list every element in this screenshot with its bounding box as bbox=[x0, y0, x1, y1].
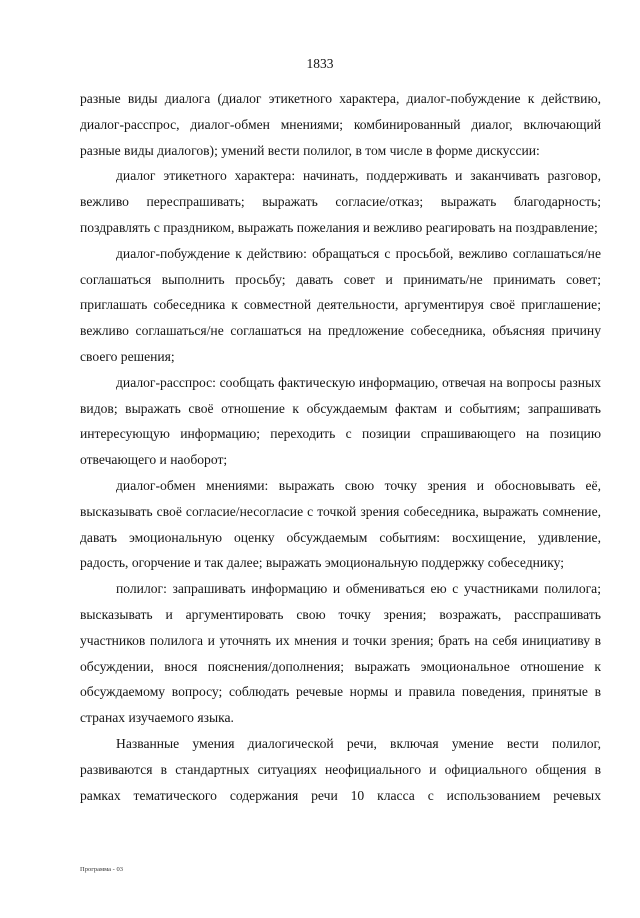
term-etiquette-dialog: диалог этикетного характера: bbox=[116, 168, 296, 184]
paragraph-inquiry-dialog bbox=[80, 370, 601, 473]
paragraph-text: запрашивать информацию и обмениваться ею с участниками полилога; высказывать и аргументировать свою точку зрения; возражать, расспрашивать участников полилога и уточнять их мнения и точки зрения; брать на себя инициативу в обсуждении, внося пояснения/дополнения; выражать эмоциональное отношение к обсуждаемому вопросу; соблюдать речевые нормы и правила поведения, принятые в странах изучаемого языка. bbox=[80, 581, 601, 726]
term-opinion-dialog: диалог-обмен мнениями: bbox=[116, 477, 269, 493]
term-incentive-dialog: диалог-побуждение к действию: bbox=[116, 245, 307, 261]
paragraph-text: сообщать фактическую информацию, отвечая на вопросы разных видов; выражать своё отношение к обсуждаемым фактам и событиям; запрашивать интересующую информацию; переходить с позиции спрашивающего на позицию отвечающего и наоборот; bbox=[80, 374, 601, 468]
page-number: 1833 bbox=[306, 56, 334, 71]
paragraph-etiquette-dialog bbox=[80, 163, 601, 240]
paragraph-text: начинать, поддерживать и заканчивать разговор, вежливо переспрашивать; выражать согласие/отказ; выражать благодарность; поздравлять с праздником, выражать пожелания и вежливо реагировать на поздравление; bbox=[80, 168, 602, 235]
paragraph-text: обращаться с просьбой, вежливо соглашаться/не соглашаться выполнить просьбу; давать совет и принимать/не принимать совет; приглашать собеседника к совместной деятельности, аргументируя своё приглашение; вежливо соглашаться/не соглашаться на предложение собеседника, объясняя причину своего решения; bbox=[80, 245, 601, 364]
paragraph-incentive-dialog bbox=[80, 241, 601, 370]
paragraph-summary: Названные умения диалогической речи, включая умение вести полилог, развиваются в стандартных ситуациях неофициального и официального общения в рамках тематического содержания речи 10 класса с использованием речевых bbox=[80, 735, 601, 803]
paragraph-polylogue bbox=[80, 576, 601, 731]
paragraph-intro: разные виды диалога (диалог этикетного характера, диалог-побуждение к действию, диалог-расспрос, диалог-обмен мнениями; комбинированный диалог, включающий разные виды диалогов); умений вести полилог, в том числе в форме дискуссии: bbox=[80, 91, 601, 158]
term-polylogue: полилог: bbox=[116, 581, 167, 597]
paragraph-opinion-dialog bbox=[80, 473, 601, 576]
footer-label: Программа - 03 bbox=[80, 866, 123, 873]
term-inquiry-dialog: диалог-расспрос: bbox=[116, 374, 216, 390]
body-text bbox=[80, 86, 601, 808]
paragraph-text: выражать свою точку зрения и обосновывать её, высказывать своё согласие/несогласие с точкой зрения собеседника, выражать сомнение, давать эмоциональную оценку обсуждаемым событиям: восхищение, удивление, радость, огорчение и так далее; выражать эмоциональную поддержку собеседнику; bbox=[80, 477, 601, 571]
